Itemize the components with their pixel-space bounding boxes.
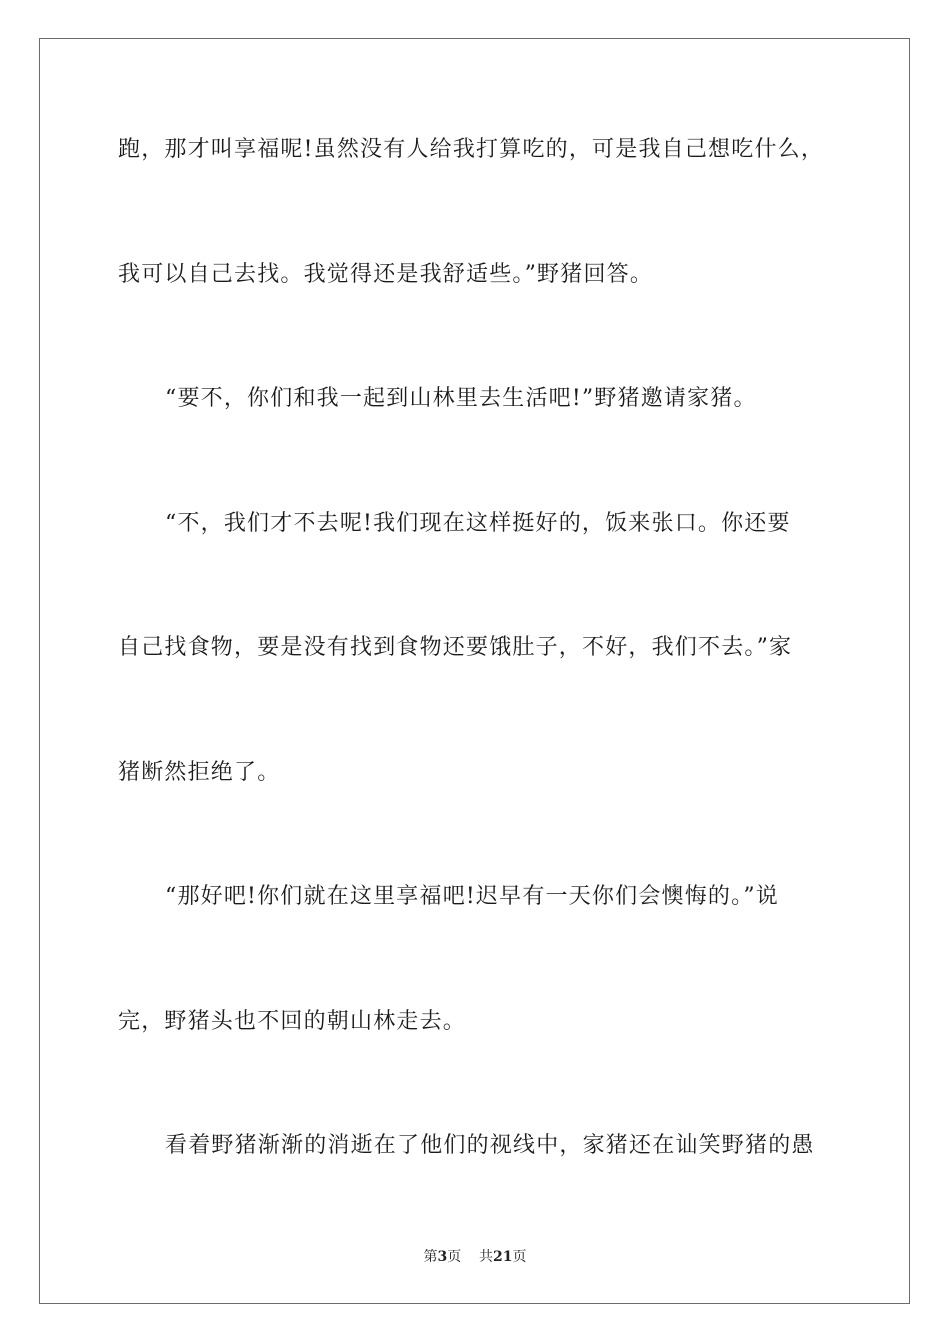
page-footer	[0, 1248, 950, 1266]
text-line-5: 自己找食物，要是没有找到食物还要饿肚子，不好，我们不去。”家	[118, 635, 793, 660]
text-line-8: 完，野猪头也不回的朝山林走去。	[118, 1009, 467, 1034]
page-border	[39, 38, 910, 1304]
text-line-7: “那好吧!你们就在这里享福吧!迟早有一天你们会懊悔的。”说	[165, 884, 779, 909]
text-line-6: 猪断然拒绝了。	[118, 760, 281, 785]
total-pages: 21	[493, 1249, 513, 1265]
total-suffix: 页	[512, 1249, 527, 1265]
text-line-9: 看着野猪渐渐的消逝在了他们的视线中，家猪还在讪笑野猪的愚	[165, 1133, 815, 1158]
page-number: 3	[437, 1249, 448, 1265]
text-line-1: 跑，那才叫享福呢!虽然没有人给我打算吃的，可是我自己想吃什么，	[118, 137, 825, 162]
page-prefix: 第	[423, 1249, 438, 1265]
text-line-2: 我可以自己去找。我觉得还是我舒适些。”野猪回答。	[118, 262, 654, 287]
page-suffix: 页	[447, 1249, 462, 1265]
text-line-4: “不，我们才不去呢!我们现在这样挺好的，饭来张口。你还要	[165, 511, 791, 536]
text-line-3: “要不，你们和我一起到山林里去生活吧!”野猪邀请家猪。	[165, 386, 757, 411]
total-prefix: 共	[479, 1249, 494, 1265]
